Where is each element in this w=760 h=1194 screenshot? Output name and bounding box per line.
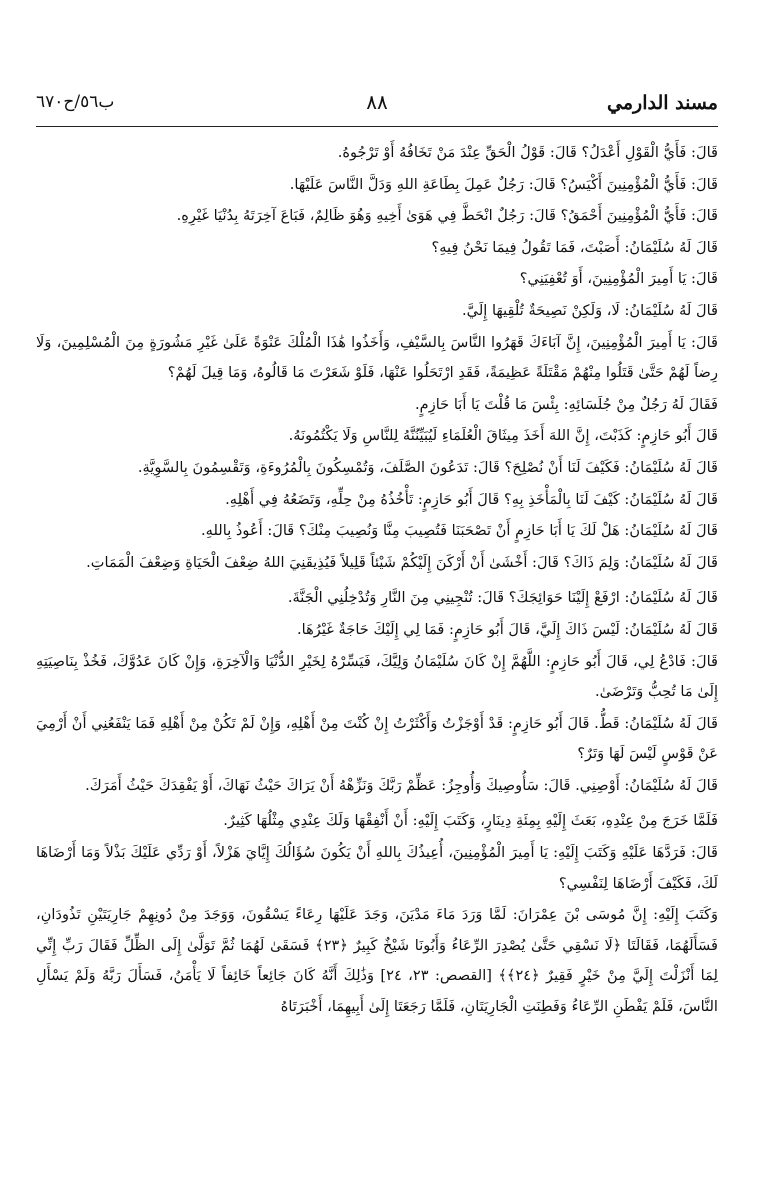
paragraph: فَقَالَ لَهُ رَجُلٌ مِنْ جُلَسَائِهِ: بِئْسَ مَا قُلْتَ يَا أَبَا حَازِمٍ. <box>415 395 718 413</box>
paragraph: قَالَ لَهُ سُلَيْمَانُ: كَيْفَ لَنَا بِالْمَأْخَذِ بِهِ؟ قَالَ أَبُو حَازِمٍ: تَأْخُذُهُ مِنْ حِلِّهِ، وَتَضَعُهُ فِي أَهْلِهِ. <box>225 490 718 508</box>
paragraph: قَالَ لَهُ سُلَيْمَانُ: أَوْصِنِي. قَالَ: سَأُوصِيكَ وَأُوجِزُ: عَظِّمْ رَبَّكَ وَنَزِّهْهُ أَنْ يَرَاكَ حَيْثُ نَهَاكَ، أَوْ يَفْقِدَكَ حَيْثُ أَمَرَكَ. <box>85 776 718 794</box>
page-number: ٨٨ <box>366 90 388 114</box>
paragraph: قَالَ: يَا أَمِيرَ الْمُؤْمِنِينَ، أَوَ تُعْفِيَنِي؟ <box>519 270 718 288</box>
paragraph: قَالَ لَهُ سُلَيْمَانُ: ارْفَعْ إِلَيْنَا حَوَائِجَكَ؟ قَالَ: تُنْجِينِي مِنَ النَّارِ وَتُدْخِلُنِي الْجَنَّةَ. <box>287 589 718 607</box>
paragraph: قَالَ: يَا أَمِيرَ الْمُؤْمِنِينَ، إِنَّ آبَاءَكَ قَهَرُوا النَّاسَ بِالسَّيْفِ، وَأَخَذُوا هَٰذَا الْمُلْكَ عَنْوَةً عَلَىٰ غَيْرِ مَشُورَةٍ مِنَ الْمُسْلِمِينَ، وَلَا رِضاً لَهُمْ حَتَّىٰ قَتَلُوا مِنْهُمْ مَقْتَلَةً عَظِيمَةً، فَقَدِ ارْتَحَلُوا عَنْهَا، فَلَوْ شَعَرْتَ مَا قَالُوهُ، وَمَا قِيلَ لَهُمْ؟ <box>36 333 718 382</box>
paragraph: قَالَ أَبُو حَازِمٍ: كَذَبْتَ، إِنَّ اللهَ أَخَذَ مِيثَاقَ الْعُلَمَاءِ لَيُبَيِّنُنَّهُ لِلنَّاسِ وَلَا يَكْتُمُونَهُ. <box>288 427 718 445</box>
book-title: مسند الدارمي <box>607 92 718 114</box>
page-header <box>36 86 718 120</box>
paragraph: قَالَ: فَرَدَّهَا عَلَيْهِ وَكَتَبَ إِلَيْهِ: يَا أَمِيرَ الْمُؤْمِنِينَ، أُعِيذُكَ بِاللهِ أَنْ يَكُونَ سُؤَالُكَ إِيَّايَ هَزْلاً، أَوْ رَدِّي عَلَيْكَ بَذْلاً وَمَا أَرْضَاهَا لَكَ، فَكَيْفَ أَرْضَاهَا لِنَفْسِي؟ <box>36 844 718 892</box>
paragraph: قَالَ: فَأَيُّ الْمُؤْمِنِينَ أَكْيَسُ؟ قَالَ: رَجُلٌ عَمِلَ بِطَاعَةِ اللهِ وَدَلَّ النَّاسَ عَلَيْهَا. <box>289 175 718 193</box>
paragraph: قَالَ لَهُ سُلَيْمَانُ: قَطُّ. قَالَ أَبُو حَازِمٍ: قَدْ أَوْجَزْتُ وَأَكْثَرْتُ إِنْ كُنْتَ مِنْ أَهْلِهِ، وَإِنْ لَمْ تَكُنْ مِنْ أَهْلِهِ فَمَا يَنْفَعُنِي أَنْ أَرْمِيَ عَنْ قَوْسٍ لَيْسَ لَهَا وَتَرٌ؟ <box>36 714 718 763</box>
page-body <box>36 138 718 1024</box>
paragraph: قَالَ: فَأَيُّ الْقَوْلِ أَعْدَلُ؟ قَالَ: قَوْلُ الْحَقِّ عِنْدَ مَنْ تَخَافُهُ أَوْ تَرْجُوهُ. <box>337 144 718 161</box>
header-divider <box>36 126 718 127</box>
paragraph: قَالَ لَهُ سُلَيْمَانُ: فَكَيْفَ لَنَا أَنْ نُصْلِحَ؟ قَالَ: تَدَعُونَ الصَّلَفَ، وَتُمْسِكُونَ بِالْمُرُوءَةِ، وَتَقْسِمُونَ بِالسَّوِيَّةِ. <box>137 458 718 476</box>
paragraph: فَلَمَّا خَرَجَ مِنْ عِنْدِهِ، بَعَثَ إِلَيْهِ بِمِئَةِ دِينَارٍ، وَكَتَبَ إِلَيْهِ: أَنْ أَنْفِقْهَا وَلَكَ عِنْدِي مِثْلُهَا كَثِيرٌ. <box>223 812 718 830</box>
paragraph: قَالَ لَهُ سُلَيْمَانُ: لَا، وَلَكِنْ نَصِيحَةٌ تُلْقِيهَا إِلَيَّ. <box>462 301 718 319</box>
paragraph: قَالَ: فَأَيُّ الْمُؤْمِنِينَ أَحْمَقُ؟ قَالَ: رَجُلٌ انْحَطَّ فِي هَوَىٰ أَخِيهِ وَهُوَ ظَالِمٌ، فَبَاعَ آخِرَتَهُ بِدُنْيَا غَيْرِهِ. <box>176 207 718 225</box>
hadith-reference: ب٥٦/ح٦٧٠ <box>36 92 115 112</box>
paragraph: قَالَ لَهُ سُلَيْمَانُ: وَلِمَ ذَاكَ؟ قَالَ: أَخْشَىٰ أَنْ أَرْكَنَ إِلَيْكُمْ شَيْئاً قَلِيلاً فَيُذِيقَنِيَ اللهُ ضِعْفَ الْحَيَاةِ وَضِعْفَ الْمَمَاتِ. <box>86 553 718 571</box>
paragraph: قَالَ لَهُ سُلَيْمَانُ: هَلْ لَكَ يَا أَبَا حَازِمٍ أَنْ تَصْحَبَنَا فَتُصِيبَ مِنَّا وَنُصِيبَ مِنْكَ؟ قَالَ: أَعُوذُ بِاللهِ. <box>201 522 718 540</box>
paragraph: قَالَ لَهُ سُلَيْمَانُ: أَصَبْتَ، فَمَا تَقُولُ فِيمَا نَحْنُ فِيهِ؟ <box>431 238 718 256</box>
paragraph: قَالَ: فَادْعُ لِي، قَالَ أَبُو حَازِمٍ: اللَّهُمَّ إِنْ كَانَ سُلَيْمَانُ وَلِيَّكَ، فَيَسِّرْهُ لِخَيْرِ الدُّنْيَا وَالْآخِرَةِ، وَإِنْ كَانَ عَدُوَّكَ، فَخُذْ بِنَاصِيَتِهِ إِلَىٰ مَا تُحِبُّ وَتَرْضَىٰ. <box>36 652 718 701</box>
paragraph: وَكَتَبَ إِلَيْهِ: إِنَّ مُوسَى بْنَ عِمْرَانَ: لَمَّا وَرَدَ مَاءَ مَدْيَنَ، وَجَدَ عَلَيْهَا رِعَاءً يَسْقُونَ، وَوَجَدَ مِنْ دُونِهِمْ جَارِيَتَيْنِ تَذُودَانِ، فَسَأَلَهُمَا، فَقَالَتَا ﴿لَا نَسْقِي حَتَّىٰ يُصْدِرَ الرِّعَاءُ وَأَبُونَا شَيْخٌ كَبِيرٌ ﴿٢٣﴾ فَسَقَىٰ لَهُمَا ثُمَّ تَوَلَّىٰ إِلَى الظِّلِّ فَقَالَ رَبِّ إِنِّي لِمَا أَنْزَلْتَ إِلَيَّ مِنْ خَيْرٍ فَقِيرٌ ﴿٢٤﴾﴾ [القصص: ٢٣، ٢٤] وَذَٰلِكَ أَنَّهُ كَانَ جَائِعاً خَائِفاً لَا يَأْمَنُ، فَسَأَلَ رَبَّهُ وَلَمْ يَسْأَلِ النَّاسَ، فَلَمْ يَفْطَنِ الرِّعَاءُ وَفَطِنَتِ الْجَارِيَتَانِ، فَلَمَّا رَجَعَتَا إِلَىٰ أَبِيهِمَا، أَخْبَرَتَاهُ <box>36 906 718 1016</box>
paragraph: قَالَ لَهُ سُلَيْمَانُ: لَيْسَ ذَاكَ إِلَيَّ، قَالَ أَبُو حَازِمٍ: فَمَا لِي إِلَيْكَ حَاجَةٌ غَيْرُهَا. <box>296 620 718 638</box>
